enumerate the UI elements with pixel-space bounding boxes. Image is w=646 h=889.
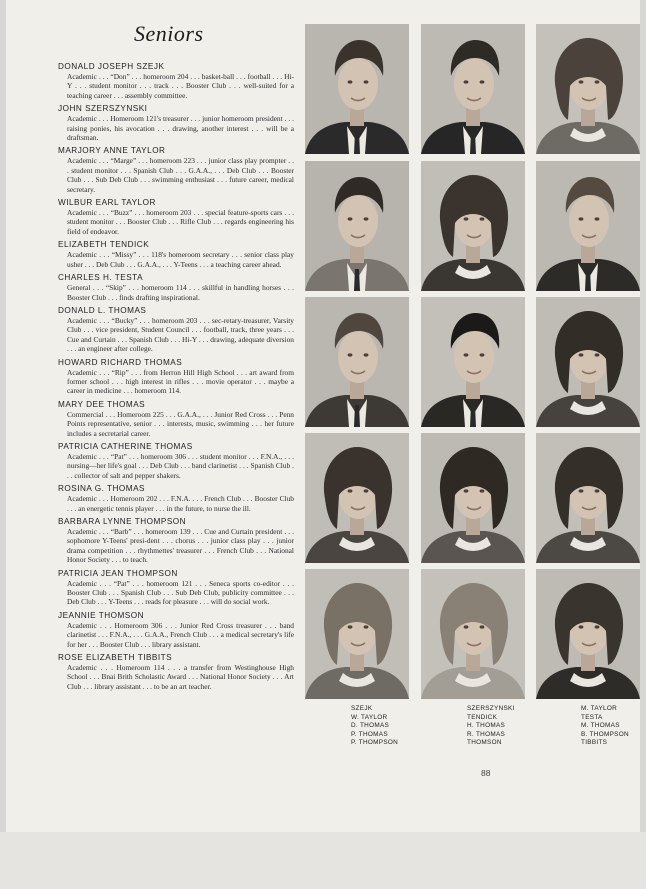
portrait-photo-w-taylor — [305, 161, 409, 291]
portrait-photo-m-taylor — [536, 24, 640, 154]
caption-column-left — [351, 705, 398, 748]
senior-entry — [58, 198, 294, 236]
senior-entry — [58, 484, 294, 513]
senior-name: PATRICIA JEAN THOMPSON — [58, 568, 178, 578]
senior-entry — [58, 569, 294, 607]
senior-name: DONALD JOSEPH SZEJK — [58, 62, 165, 71]
caption-name: THOMSON — [467, 739, 502, 747]
senior-description: Academic . . . Homeroom 121's treasurer . . . junior homeroom president . . . raising ponies, his avocation . . . drawing, another interest . . . will be a draftsman. — [67, 114, 294, 143]
portrait-image — [305, 297, 409, 427]
senior-name: JEANNIE THOMSON — [58, 610, 145, 620]
senior-description: Academic . . . “Missy” . . . 118's homeroom secretary . . . senior class play usher . . . Deb Club . . . G.A.A., . . . Y-Teens . . . a teaching career ahead. — [67, 250, 294, 269]
senior-name: MARJORY ANNE TAYLOR — [58, 146, 166, 156]
senior-name: BARBARA LYNNE THOMPSON — [58, 517, 187, 526]
senior-description: Academic . . . “Barb” . . . homeroom 139 . . . Cue and Curtain president . . . sophomore Y-Teens' presi-dent . . . chorus . . . junior class play . . . junior drama competition . . . rhythmettes' treasurer . . . French Club . . . National Honor Society . . . to teach. — [67, 527, 294, 565]
portrait-grid — [305, 24, 641, 701]
portrait-photo-r-thomas — [421, 433, 525, 563]
senior-entry — [58, 240, 294, 269]
caption-name: R. THOMAS — [467, 730, 506, 738]
senior-name: MARY DEE THOMAS — [58, 399, 146, 409]
caption-name: TESTA — [581, 713, 603, 721]
caption-name: P. THOMPSON — [351, 739, 399, 747]
senior-entry — [58, 517, 294, 565]
page-title: Seniors — [134, 21, 204, 46]
senior-description: Academic . . . Homeroom 306 . . . Junior Red Cross treasurer . . . band clarinetist . . . F.N.A., . . . G.A.A., French Club . . . a medical secretary's life for her . . . Booster Club . . . library assistant. — [67, 620, 294, 649]
senior-description: General . . . “Skip” . . . homeroom 114 . . . skillful in handling horses . . . Booster Club . . . finds drafting inspirational. — [67, 283, 294, 302]
portrait-image — [421, 569, 525, 699]
portrait-photo-d-thomas — [305, 297, 409, 427]
caption-name: W. TAYLOR — [351, 713, 388, 721]
senior-entry — [58, 104, 294, 142]
portrait-photo-b-thompson — [536, 433, 640, 563]
senior-name: WILBUR EARL TAYLOR — [58, 198, 156, 208]
portrait-image — [421, 433, 525, 563]
senior-entry — [58, 358, 294, 396]
portrait-image — [536, 297, 640, 427]
portrait-photo-h-thomas — [421, 297, 525, 427]
caption-name: SZEJK — [351, 705, 373, 712]
portrait-image — [536, 24, 640, 154]
portrait-photo-tibbits — [536, 569, 640, 699]
senior-entry — [58, 62, 294, 100]
page-number: 88 — [481, 768, 491, 778]
senior-name: JOHN SZERSZYNSKI — [58, 104, 148, 114]
senior-description: Academic . . . “Bucky” . . . homeroom 203 . . . sec-retary-treasurer, Varsity Club . . . vice president, Student Council . . . football, track, three years . . . Cue and Curtain . . . Spanish Club . . . Hi-Y . . . drawing, adequate diversion . . . an engineer after college. — [67, 315, 294, 354]
portrait-captions — [305, 705, 641, 755]
portrait-image — [421, 24, 525, 154]
portrait-image — [536, 161, 640, 291]
senior-entry — [58, 273, 294, 302]
portrait-image — [536, 569, 640, 699]
senior-description: Academic . . . Homeroom 114 . . . a transfer from Westinghouse High School . . . Bnai Brith Scholastic Award . . . National Honor Society . . . Art Club . . . library assistant . . . to be an art teacher. — [67, 663, 294, 691]
senior-description: Academic . . . Homeroom 202 . . . F.N.A. . . . French Club . . . Booster Club . . . an energetic tennis player . . . in the future, to nurse the ill. — [67, 494, 294, 513]
senior-description: Academic . . . “Marge” . . . homeroom 223 . . . junior class play prompter . . . student monitor . . . Spanish Club . . . G.A.A., . . . Deb Club . . . Booster Club . . . Sub Deb Club . . . swimming enthusiast . . . future career, medical secretary. — [67, 156, 294, 194]
senior-description: Commercial . . . Homeroom 225 . . . G.A.A., . . . Junior Red Cross . . . Penn Points representative, senior . . . interests, music, swimming . . . her future includes a secretarial career. — [67, 409, 294, 438]
senior-entries-list — [58, 62, 294, 695]
caption-name: H. THOMAS — [467, 722, 506, 730]
portrait-photo-szerszynski — [421, 24, 525, 154]
portrait-photo-thomson — [421, 569, 525, 699]
portrait-photo-testa — [536, 161, 640, 291]
portrait-photo-tendick — [421, 161, 525, 291]
senior-name: HOWARD RICHARD THOMAS — [58, 357, 183, 367]
senior-entry — [58, 442, 294, 480]
senior-name: PATRICIA CATHERINE THOMAS — [58, 441, 193, 451]
caption-name: B. THOMPSON — [581, 730, 629, 738]
senior-description: Academic . . . “Rip” . . . from Herron Hill High School . . . art award from former school . . . high interest in rifles . . . movie operator . . . maybe a career in medicine . . . homeroom 114. — [67, 367, 294, 396]
caption-name: SZERSZYNSKI — [467, 705, 515, 712]
caption-name: M. THOMAS — [581, 722, 620, 730]
senior-entry — [58, 611, 294, 649]
portrait-image — [421, 297, 525, 427]
senior-entry — [58, 400, 294, 438]
senior-description: Academic . . . “Buzz” . . . homeroom 203 . . . special feature-sports cars . . . student monitor . . . Booster Club . . . Rifle Club . . . regards engineering his field of endeavor. — [67, 208, 294, 236]
portrait-image — [305, 24, 409, 154]
senior-entry — [58, 653, 294, 691]
portrait-photo-p-thomas — [305, 433, 409, 563]
portrait-image — [305, 433, 409, 563]
portrait-image — [421, 161, 525, 291]
senior-name: ROSE ELIZABETH TIBBITS — [58, 653, 173, 663]
senior-description: Academic . . . “Pat” . . . homeroom 306 . . . student monitor . . . F.N.A., . . . nursing—her life's goal . . . Deb Club . . . band clarinetist . . . Spanish Club . . . collector of salt and pepper shakers. — [67, 451, 294, 480]
portrait-image — [536, 433, 640, 563]
senior-entry — [58, 306, 294, 354]
caption-name: M. TAYLOR — [581, 705, 618, 712]
caption-column-middle — [467, 705, 515, 748]
senior-entry — [58, 146, 294, 194]
portrait-image — [305, 569, 409, 699]
senior-name: CHARLES H. TESTA — [58, 273, 144, 283]
caption-column-right — [581, 705, 629, 748]
senior-description: Academic . . . “Don” . . . homeroom 204 . . . basket-ball . . . football . . . Hi-Y . . . student monitor . . . track . . . Booster Club . . . well-suited for a teaching career . . . assembly committee. — [67, 72, 294, 100]
portrait-image — [305, 161, 409, 291]
portrait-photo-m-thomas — [536, 297, 640, 427]
senior-description: Academic . . . “Pat” . . . homeroom 121 . . . Seneca sports co-editor . . . Booster Club . . . Spanish Club . . . Sub Deb Club, publicity committee . . . Deb Club . . . Y-Teens . . . reads for pleasure . . . will do social work. — [67, 578, 294, 607]
caption-name: P. THOMAS — [351, 730, 388, 738]
caption-name: D. THOMAS — [351, 722, 390, 730]
senior-name: ROSINA G. THOMAS — [58, 484, 146, 494]
caption-name: TENDICK — [467, 713, 498, 721]
senior-name: ELIZABETH TENDICK — [58, 240, 150, 250]
portrait-photo-p-thompson — [305, 569, 409, 699]
caption-name: TIBBITS — [581, 739, 608, 747]
portrait-photo-szejk — [305, 24, 409, 154]
senior-name: DONALD L. THOMAS — [58, 305, 147, 315]
page-edge — [0, 832, 646, 889]
